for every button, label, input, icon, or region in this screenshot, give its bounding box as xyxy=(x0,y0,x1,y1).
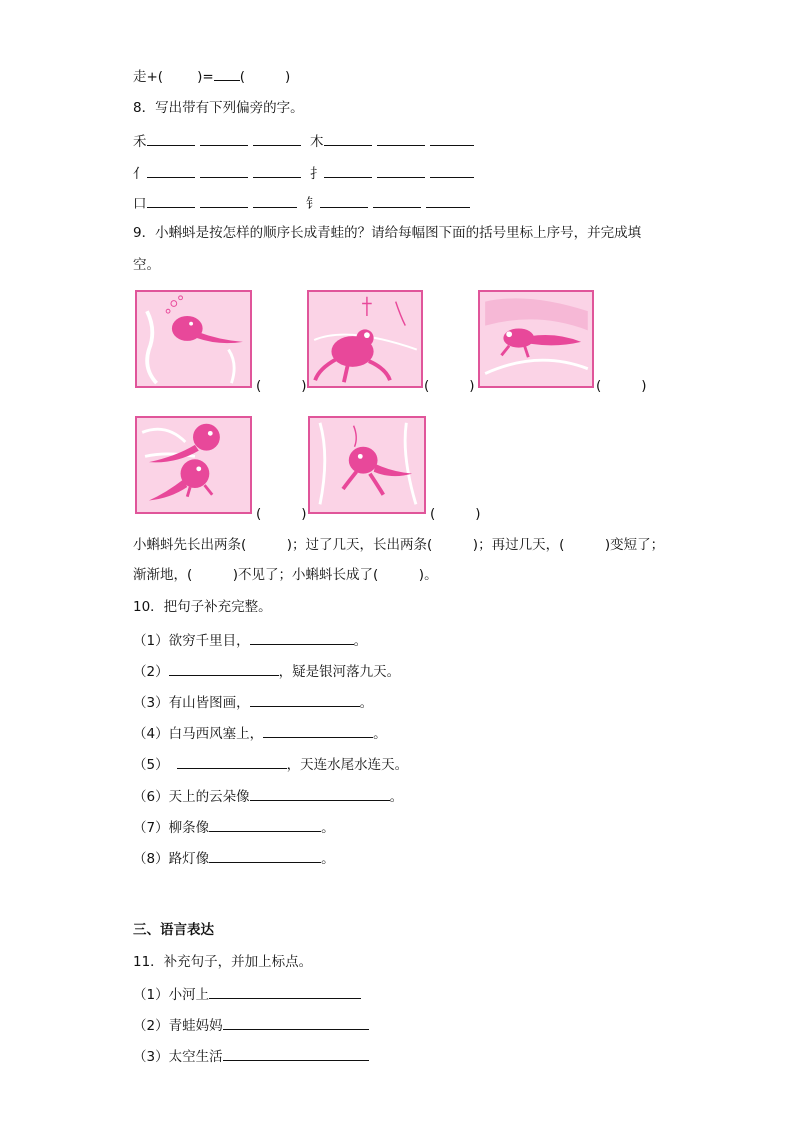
paren-answer-4[interactable]: ( ) xyxy=(256,506,307,522)
radical-he: 禾 xyxy=(133,134,147,150)
answer-blank[interactable] xyxy=(147,131,195,146)
q11-item-3: （3）太空生活 xyxy=(133,1046,369,1066)
answer-blank[interactable] xyxy=(209,984,361,999)
radical-ren: 亻 xyxy=(133,166,147,182)
q8-title: 8．写出带有下列偏旁的字。 xyxy=(133,100,304,116)
q9-title-line-1: 9．小蝌蚪是按怎样的顺序长成青蛙的？请给每幅图下面的括号里标上序号，并完成填 xyxy=(133,225,642,241)
equation-blank-1[interactable] xyxy=(163,67,197,81)
answer-blank[interactable] xyxy=(253,193,297,208)
q8-row-2 xyxy=(133,163,479,183)
q10-title: 10．把句子补充完整。 xyxy=(133,599,272,615)
equation-prefix: 走+( xyxy=(133,69,164,85)
answer-blank[interactable] xyxy=(147,193,195,208)
q11-item-1: （1）小河上 xyxy=(133,984,361,1004)
answer-blank[interactable] xyxy=(250,786,390,801)
answer-blank[interactable] xyxy=(377,131,425,146)
radical-kou: 口 xyxy=(133,196,147,212)
tadpole-picture xyxy=(135,290,252,388)
answer-blank[interactable] xyxy=(200,193,248,208)
q11-item-2: （2）青蛙妈妈 xyxy=(133,1015,369,1035)
equation-close-paren: ) xyxy=(284,69,291,85)
answer-blank[interactable] xyxy=(373,193,421,208)
paren-answer-1[interactable]: ( ) xyxy=(256,378,307,394)
equation-equals: )= xyxy=(197,69,214,85)
q8-row-3 xyxy=(133,193,475,213)
equation-open-paren: ( xyxy=(239,69,245,85)
answer-blank[interactable] xyxy=(253,131,301,146)
answer-blank[interactable] xyxy=(320,193,368,208)
answer-blank[interactable] xyxy=(324,163,372,178)
radical-shou: 扌 xyxy=(310,166,324,182)
q10-item-2: （2） ，疑是银河落九天。 xyxy=(133,661,400,681)
paren-answer-3[interactable]: ( ) xyxy=(596,378,647,394)
equation-blank-2[interactable] xyxy=(214,66,240,81)
q9-fill-line-2[interactable]: 渐渐地，( )不见了；小蝌蚪长成了( )。 xyxy=(133,567,438,583)
equation-blank-3[interactable] xyxy=(245,67,285,81)
section-3-heading: 三、语言表达 xyxy=(133,922,214,938)
q10-item-8: （8）路灯像 。 xyxy=(133,848,335,868)
two-tadpoles-picture xyxy=(135,416,252,514)
answer-blank[interactable] xyxy=(250,630,354,645)
q10-item-6: （6）天上的云朵像 。 xyxy=(133,786,403,806)
q10-item-5: （5） ，天连水尾水连天。 xyxy=(133,754,408,774)
answer-blank[interactable] xyxy=(169,661,279,676)
q9-title-line-2: 空。 xyxy=(133,257,160,273)
answer-blank[interactable] xyxy=(209,848,321,863)
paren-answer-2[interactable]: ( ) xyxy=(424,378,475,394)
answer-blank[interactable] xyxy=(377,163,425,178)
answer-blank[interactable] xyxy=(263,723,373,738)
answer-blank[interactable] xyxy=(147,163,195,178)
q10-item-4: （4）白马西风塞上， 。 xyxy=(133,723,387,743)
frog-picture xyxy=(307,290,423,388)
answer-blank[interactable] xyxy=(253,163,301,178)
radical-jin: 钅 xyxy=(306,196,320,212)
paren-answer-5[interactable]: ( ) xyxy=(430,506,481,522)
q8-row-1 xyxy=(133,131,479,151)
answer-blank[interactable] xyxy=(200,131,248,146)
tadpole-with-legs-picture xyxy=(308,416,426,514)
answer-blank[interactable] xyxy=(209,817,321,832)
froglet-picture xyxy=(478,290,594,388)
answer-blank[interactable] xyxy=(177,754,287,769)
q10-item-1: （1）欲穷千里目， 。 xyxy=(133,630,367,650)
answer-blank[interactable] xyxy=(223,1046,369,1061)
answer-blank[interactable] xyxy=(430,163,474,178)
answer-blank[interactable] xyxy=(250,692,360,707)
answer-blank[interactable] xyxy=(223,1015,369,1030)
q10-item-3: （3）有山皆图画， 。 xyxy=(133,692,373,712)
top-equation-line xyxy=(133,66,290,86)
q11-title: 11．补充句子，并加上标点。 xyxy=(133,954,313,970)
q10-item-7: （7）柳条像 。 xyxy=(133,817,335,837)
radical-mu: 木 xyxy=(310,134,324,150)
answer-blank[interactable] xyxy=(324,131,372,146)
answer-blank[interactable] xyxy=(426,193,470,208)
answer-blank[interactable] xyxy=(430,131,474,146)
answer-blank[interactable] xyxy=(200,163,248,178)
q9-fill-line-1[interactable]: 小蝌蚪先长出两条( )；过了几天，长出两条( )；再过几天，( )变短了； xyxy=(133,537,665,553)
